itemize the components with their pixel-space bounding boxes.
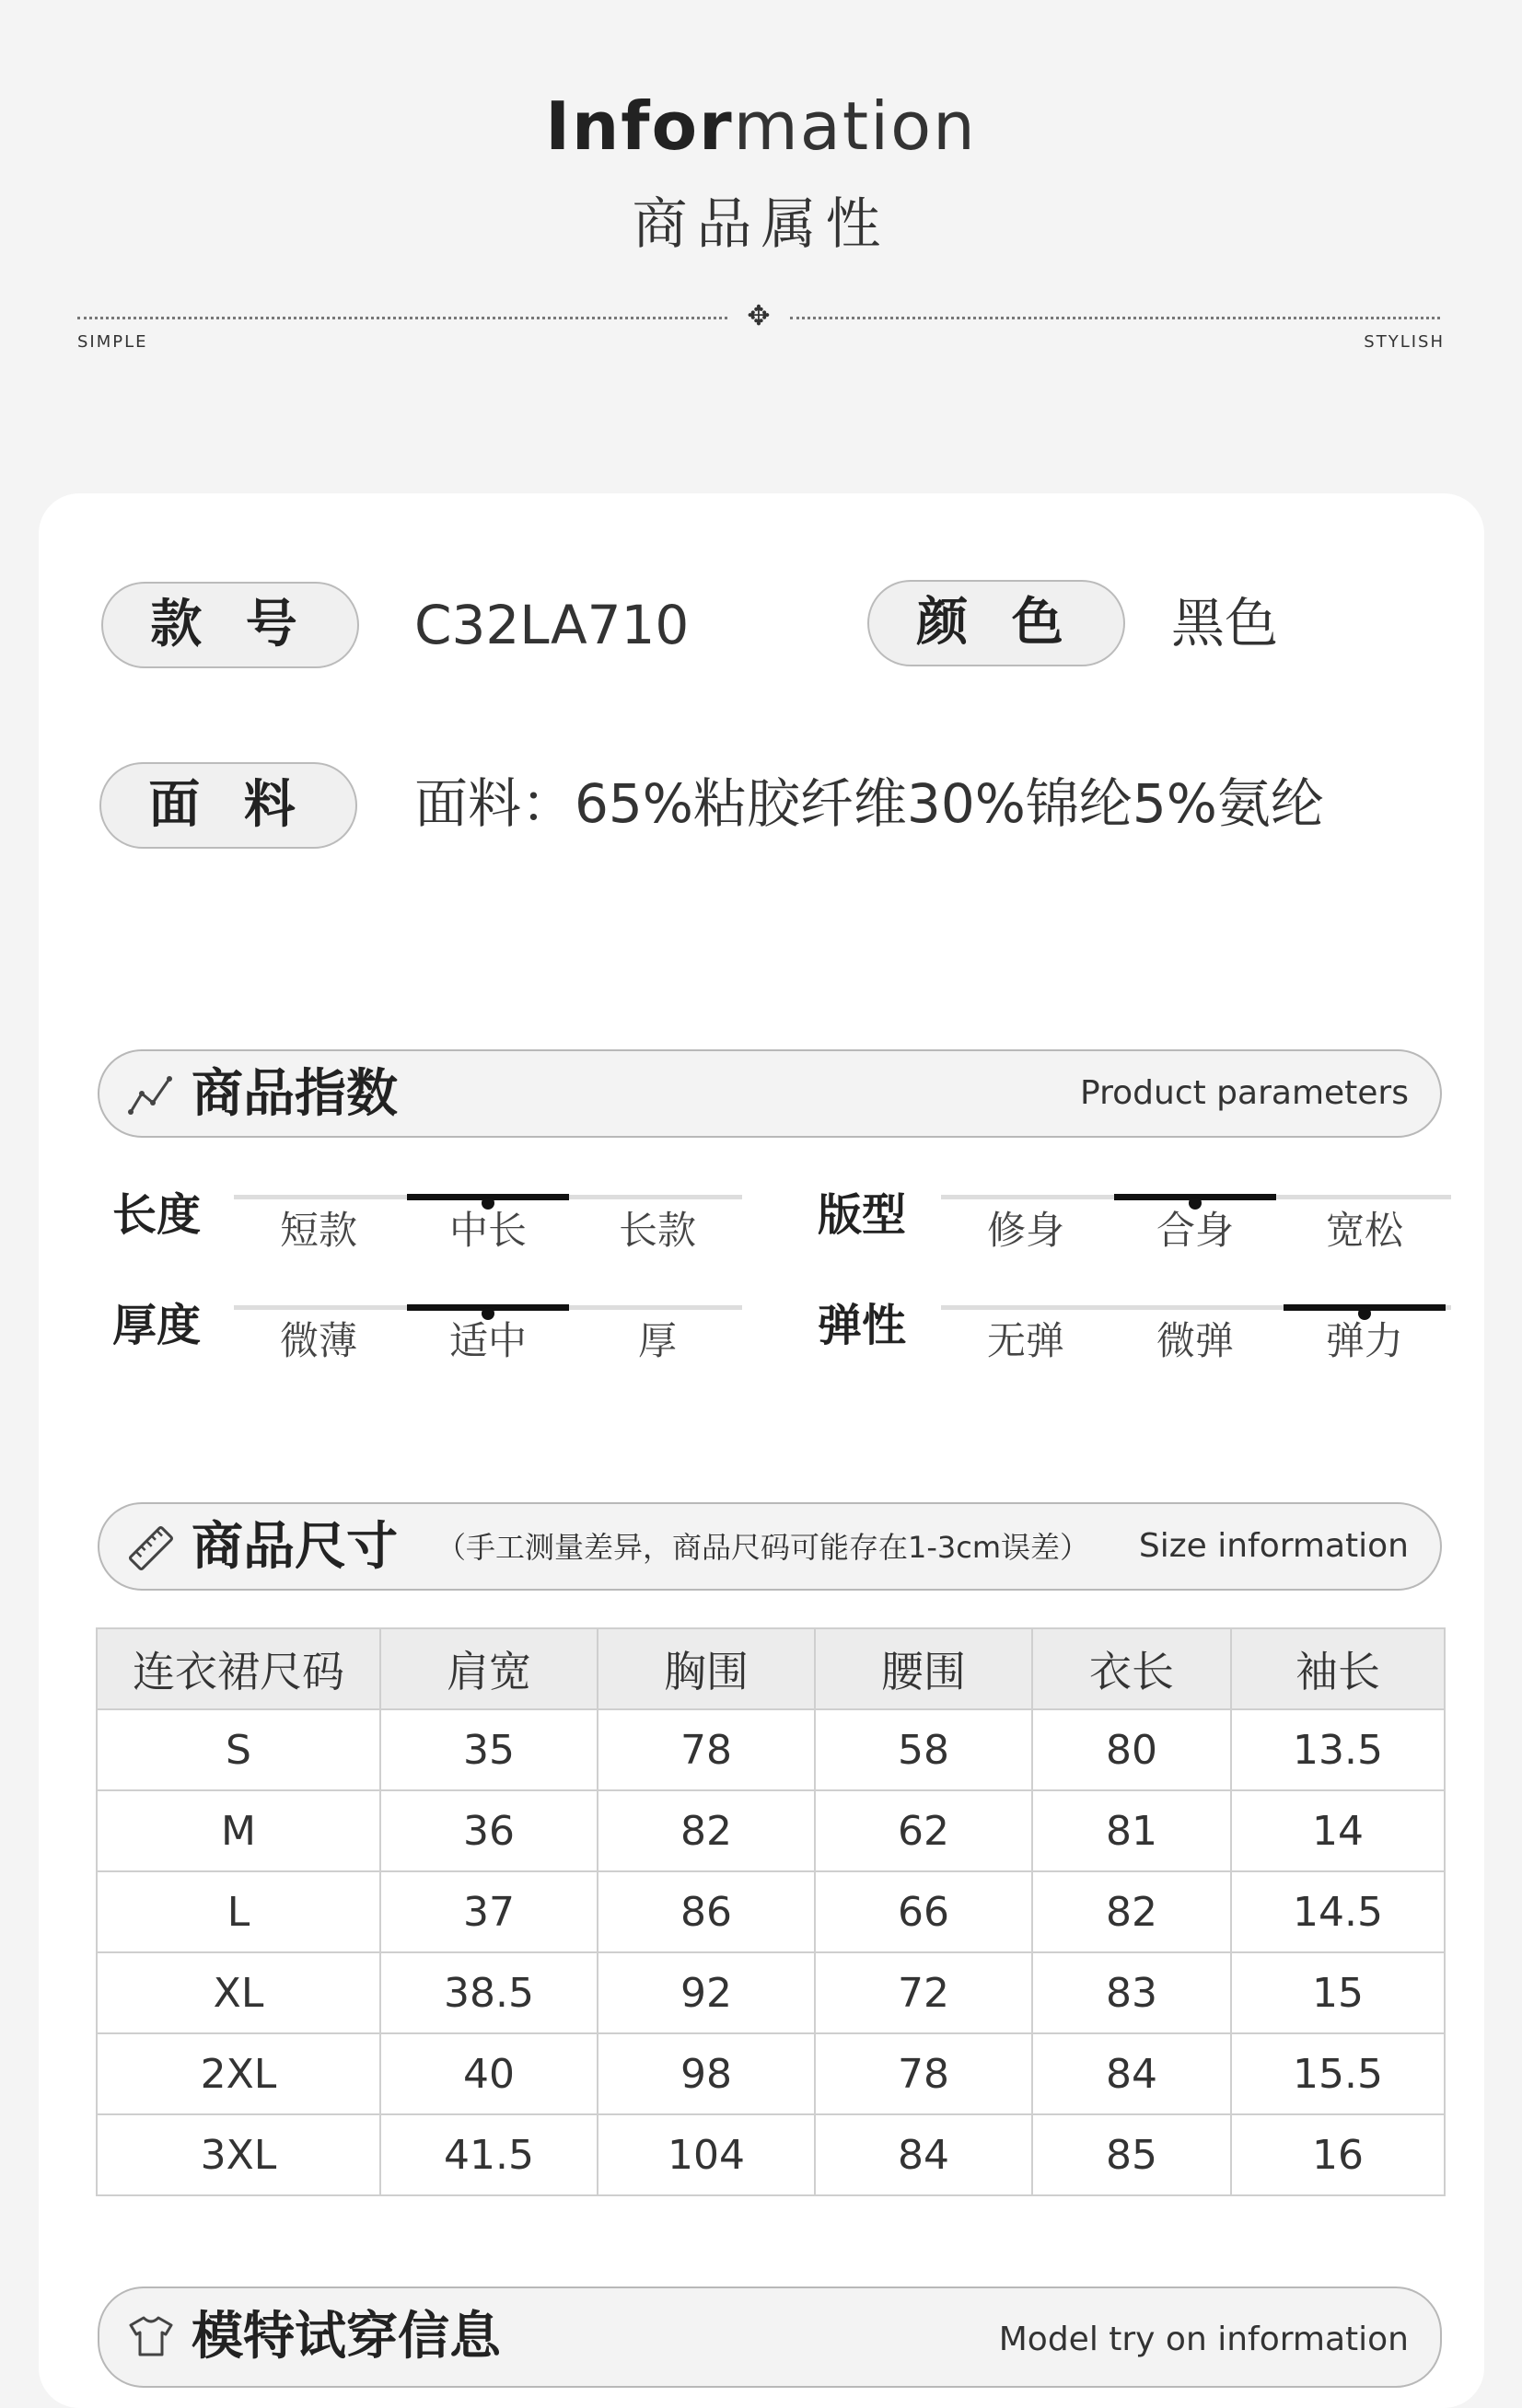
table-cell: 14.5 <box>1231 1871 1445 1952</box>
size-title: 商品尺寸 <box>192 1517 398 1577</box>
table-cell: 40 <box>380 2033 598 2114</box>
cross-arrows-icon: ✥ <box>747 300 771 332</box>
divider-left <box>77 317 727 319</box>
table-cell: 72 <box>815 1952 1032 2033</box>
fabric-value: 面料：65%粘胶纤维30%锦纶5%氨纶 <box>414 772 1324 835</box>
table-cell: 104 <box>598 2114 815 2195</box>
table-cell: 84 <box>815 2114 1032 2195</box>
table-cell: 37 <box>380 1871 598 1952</box>
params-title-en: Product parameters <box>1080 1074 1409 1112</box>
table-cell: 3XL <box>97 2114 380 2195</box>
table-row <box>97 1709 1445 1790</box>
param-option: 合身 <box>1156 1208 1234 1253</box>
table-cell: S <box>97 1709 380 1790</box>
table-cell: 35 <box>380 1709 598 1790</box>
table-cell: 15.5 <box>1231 2033 1445 2114</box>
table-header-cell: 袖长 <box>1231 1628 1445 1709</box>
trend-line-icon <box>127 1071 175 1119</box>
table-row <box>97 1871 1445 1952</box>
page-subtitle: 商品属性 <box>632 192 890 257</box>
color-value: 黑色 <box>1171 592 1279 654</box>
table-cell: 83 <box>1032 1952 1231 2033</box>
param-option: 弹力 <box>1325 1318 1403 1363</box>
table-cell: 78 <box>815 2033 1032 2114</box>
fabric-label: 面 料 <box>99 762 357 849</box>
table-row <box>97 1952 1445 2033</box>
table-cell: M <box>97 1790 380 1871</box>
model-section-header <box>98 2286 1442 2388</box>
param-option: 长款 <box>618 1208 696 1253</box>
table-cell: 62 <box>815 1790 1032 1871</box>
param-option: 微弹 <box>1156 1318 1234 1363</box>
param-label-elasticity: 弹性 <box>818 1300 907 1351</box>
table-row <box>97 2033 1445 2114</box>
table-cell: 82 <box>1032 1871 1231 1952</box>
param-label-length: 长度 <box>112 1189 202 1241</box>
param-option: 短款 <box>279 1208 357 1253</box>
ruler-icon <box>127 1524 175 1572</box>
table-cell: 82 <box>598 1790 815 1871</box>
page-title <box>0 85 1522 168</box>
param-option: 微薄 <box>279 1318 357 1363</box>
table-cell: XL <box>97 1952 380 2033</box>
style-no-value: C32LA710 <box>414 594 690 656</box>
table-cell: L <box>97 1871 380 1952</box>
param-option: 厚 <box>637 1318 677 1363</box>
param-option: 宽松 <box>1325 1208 1403 1253</box>
model-title: 模特试穿信息 <box>192 2307 501 2367</box>
table-cell: 14 <box>1231 1790 1445 1871</box>
table-cell: 36 <box>380 1790 598 1871</box>
table-cell: 92 <box>598 1952 815 2033</box>
title-bold: Infor <box>545 87 734 165</box>
tag-stylish: STYLISH <box>1364 332 1445 352</box>
title-light: mation <box>733 87 977 165</box>
table-cell: 78 <box>598 1709 815 1790</box>
params-section-header <box>98 1049 1442 1138</box>
table-header-cell: 腰围 <box>815 1628 1032 1709</box>
table-cell: 16 <box>1231 2114 1445 2195</box>
param-label-fit: 版型 <box>818 1189 907 1241</box>
table-header-cell: 胸围 <box>598 1628 815 1709</box>
size-note: （手工测量差异，商品尺码可能存在1-3cm误差） <box>436 1530 1090 1565</box>
table-cell: 41.5 <box>380 2114 598 2195</box>
table-cell: 15 <box>1231 1952 1445 2033</box>
table-header-cell: 连衣裙尺码 <box>97 1628 380 1709</box>
tag-simple: SIMPLE <box>77 332 148 352</box>
params-title: 商品指数 <box>192 1064 398 1124</box>
table-header-cell: 肩宽 <box>380 1628 598 1709</box>
table-cell: 80 <box>1032 1709 1231 1790</box>
table-cell: 66 <box>815 1871 1032 1952</box>
param-option: 中长 <box>448 1208 527 1253</box>
table-cell: 13.5 <box>1231 1709 1445 1790</box>
size-section-header <box>98 1502 1442 1591</box>
table-row <box>97 2114 1445 2195</box>
table-cell: 2XL <box>97 2033 380 2114</box>
table-header-row <box>97 1628 1445 1709</box>
color-label: 颜 色 <box>867 580 1125 666</box>
table-cell: 58 <box>815 1709 1032 1790</box>
table-row <box>97 1790 1445 1871</box>
table-cell: 86 <box>598 1871 815 1952</box>
table-header-cell: 衣长 <box>1032 1628 1231 1709</box>
table-cell: 38.5 <box>380 1952 598 2033</box>
param-option: 修身 <box>986 1208 1064 1253</box>
model-title-en: Model try on information <box>998 2321 1409 2358</box>
table-cell: 84 <box>1032 2033 1231 2114</box>
divider-right <box>790 317 1440 319</box>
style-no-label: 款 号 <box>101 582 359 668</box>
param-option: 无弹 <box>986 1318 1064 1363</box>
table-cell: 81 <box>1032 1790 1231 1871</box>
size-table <box>96 1627 1446 2196</box>
param-label-thickness: 厚度 <box>112 1300 202 1351</box>
tshirt-icon <box>127 2312 175 2360</box>
size-title-en: Size information <box>1138 1527 1409 1565</box>
param-option: 适中 <box>448 1318 527 1363</box>
table-cell: 98 <box>598 2033 815 2114</box>
table-cell: 85 <box>1032 2114 1231 2195</box>
